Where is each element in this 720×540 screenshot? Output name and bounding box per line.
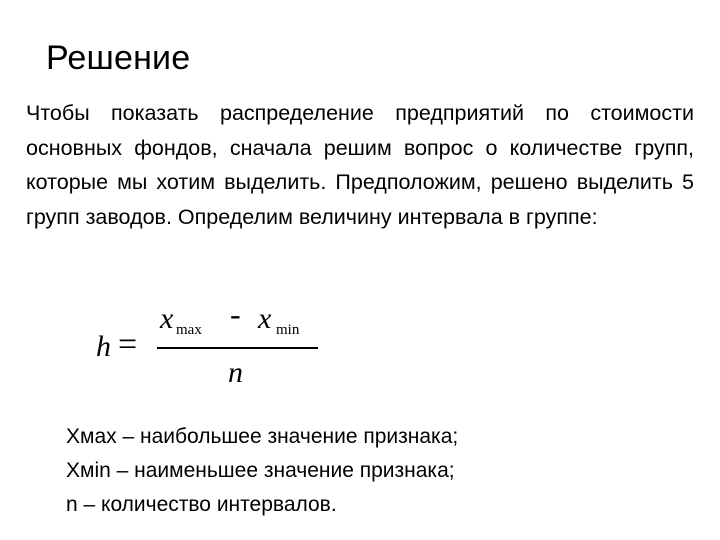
- formula-equals: =: [118, 326, 138, 363]
- slide-title: Решение: [46, 39, 191, 77]
- formula-lhs: h: [96, 330, 111, 363]
- formula-minus: -: [230, 296, 241, 332]
- fraction-bar: [157, 347, 318, 349]
- definitions-list: [66, 420, 458, 522]
- definition-xmax: Xмах – наибольшее значение признака;: [66, 425, 459, 448]
- definition-n: n – количество интервалов.: [66, 493, 337, 516]
- body-paragraph: Чтобы показать распределение предприятий по стоимости основных фондов, сначала решим вопрос о количестве групп, которые мы хотим выделить. Предположим, решено выделить 5 групп заводов. Определим величину интервала в группе:: [26, 101, 694, 229]
- formula-xmax-var: x: [160, 302, 174, 335]
- interval-formula: [0, 290, 720, 400]
- definition-xmin: Xмin – наименьшее значение признака;: [66, 459, 455, 482]
- formula-xmin-sub: min: [276, 322, 300, 338]
- formula-denominator: n: [228, 356, 243, 389]
- formula-xmax-sub: max: [176, 322, 202, 338]
- formula-xmin-var: x: [258, 302, 272, 335]
